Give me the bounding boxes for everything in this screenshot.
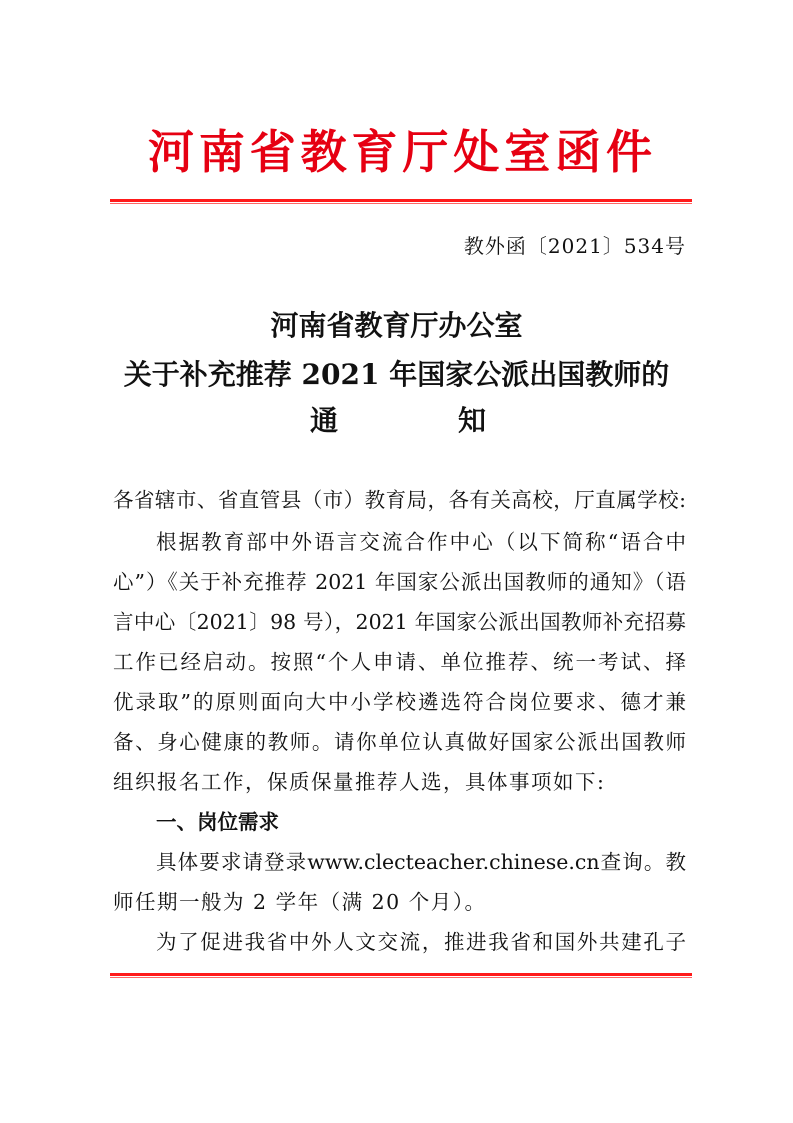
body-line: 言中心〔2021〕98 号），2021 年国家公派出国教师补充招募 — [113, 610, 686, 634]
doc-title-line3-b: 知 — [458, 404, 487, 437]
body-line: 工作已经启动。按照“个人申请、单位推荐、统一考试、择 — [113, 650, 686, 674]
salutation: 各省辖市、省直管县（市）教育局，各有关高校，厅直属学校: — [113, 488, 686, 512]
document-number: 教外函〔2021〕534号 — [463, 234, 686, 258]
body-line: 组织报名工作，保质保量推荐人选，具体事项如下: — [113, 770, 606, 794]
body-line: 具体要求请登录www.clecteacher.chinese.cn查询。教 — [156, 850, 686, 874]
body-line: 备、身心健康的教师。请你单位认真做好国家公派出国教师 — [113, 730, 686, 754]
letterhead-title: 河南省教育厅处室函件 — [148, 125, 652, 179]
section-heading: 一、岗位需求 — [156, 810, 279, 834]
doc-title-line2: 关于补充推荐 2021 年国家公派出国教师的 — [123, 358, 670, 391]
letterhead-divider — [110, 199, 692, 204]
body-line: 为了促进我省中外人文交流，推进我省和国外共建孔子 — [156, 930, 686, 954]
footer-divider — [110, 973, 692, 978]
body-line: 心”）《关于补充推荐 2021 年国家公派出国教师的通知》（语 — [113, 570, 686, 594]
body-line: 师任期一般为 2 学年（满 20 个月）。 — [113, 890, 487, 914]
body-line: 根据教育部中外语言交流合作中心（以下简称“语合中 — [156, 530, 686, 554]
body-line: 优录取”的原则面向大中小学校遴选符合岗位要求、德才兼 — [113, 690, 686, 714]
doc-title-line3-a: 通 — [310, 404, 339, 437]
doc-title-line1: 河南省教育厅办公室 — [270, 309, 523, 342]
